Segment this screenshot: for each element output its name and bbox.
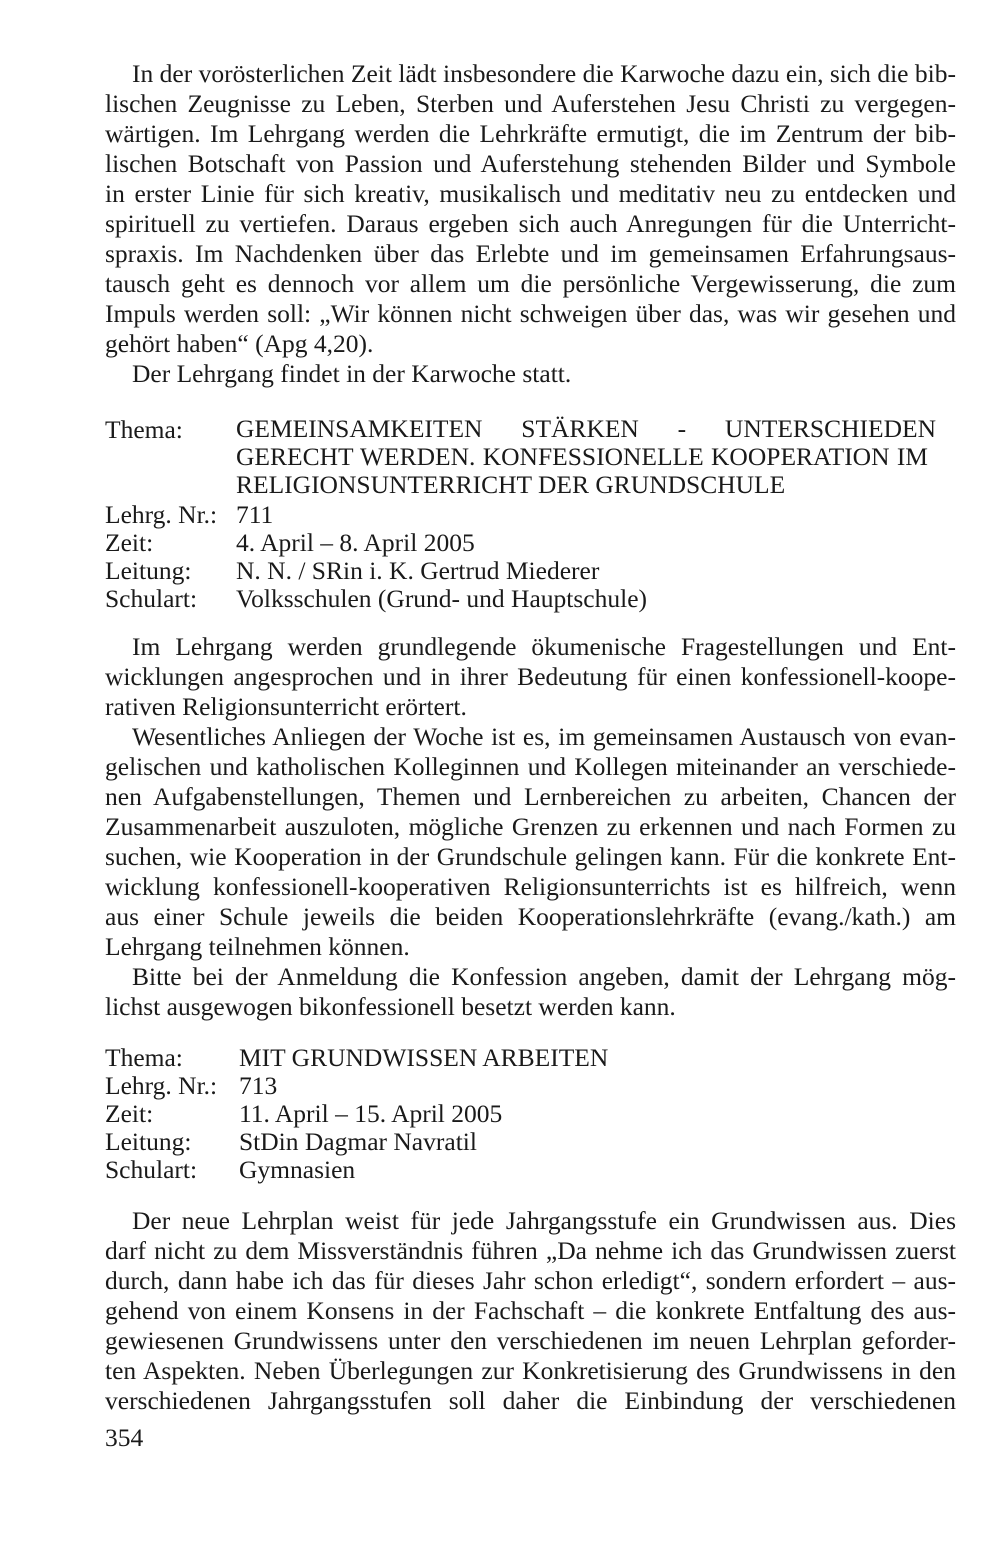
body-line: Zusammenarbeit auszuloten, mögliche Grenzen zu erkennen und nach Formen zu xyxy=(105,812,956,841)
body-line: suchen, wie Kooperation in der Grundschule gelingen kann. Für die konkrete Ent- xyxy=(105,842,956,871)
schulart-value: Gymnasien xyxy=(239,1155,356,1184)
body-line: gewiesenen Grundwissens unter den verschiedenen im neuen Lehrplan geforder- xyxy=(105,1326,956,1355)
intro-closing: Der Lehrgang findet in der Karwoche statt. xyxy=(132,359,572,388)
body-line: Lehrgang teilnehmen können. xyxy=(105,932,410,961)
intro-line: wärtigen. Im Lehrgang werden die Lehrkräfte ermutigt, die im Zentrum der bib- xyxy=(105,119,956,148)
intro-line: spirituell zu vertiefen. Daraus ergeben sich auch Anregungen für die Unterricht- xyxy=(105,209,956,238)
intro-line: spraxis. Im Nachdenken über das Erlebte und im gemeinsamen Erfahrungsaus- xyxy=(105,239,956,268)
intro-line: gehört haben“ (Apg 4,20). xyxy=(105,329,374,358)
body-line: rativen Religionsunterricht erörtert. xyxy=(105,692,467,721)
schulart-label: Schulart: xyxy=(105,1155,198,1184)
course-title-line: GEMEINSAMKEITEN STÄRKEN - UNTERSCHIEDEN xyxy=(236,414,936,443)
body-line: aus einer Schule jeweils die beiden Kooperationslehrkräfte (evang./kath.) am xyxy=(105,902,956,931)
course-title-line: RELIGIONSUNTERRICHT DER GRUNDSCHULE xyxy=(236,470,786,499)
thema-label: Thema: xyxy=(105,1043,183,1072)
body-line: Wesentliches Anliegen der Woche ist es, im gemeinsamen Austausch von evan- xyxy=(132,722,956,751)
body-line: wicklungen angesprochen und in ihrer Bedeutung für einen konfessionell-koope- xyxy=(105,662,956,691)
page-number: 354 xyxy=(105,1423,144,1452)
lehrgang-nr-label: Lehrg. Nr.: xyxy=(105,500,218,529)
intro-line: Impuls werden soll: „Wir können nicht schweigen über das, was wir gesehen und xyxy=(105,299,956,328)
zeit-value: 4. April – 8. April 2005 xyxy=(236,528,475,557)
thema-label: Thema: xyxy=(105,415,183,444)
leitung-label: Leitung: xyxy=(105,556,192,585)
body-line: durch, dann habe ich das für dieses Jahr schon erledigt“, sondern erfordert – aus- xyxy=(105,1266,956,1295)
body-line: gelischen und katholischen Kolleginnen und Kollegen miteinander an verschiede- xyxy=(105,752,956,781)
body-line: lichst ausgewogen bikonfessionell besetzt werden kann. xyxy=(105,992,676,1021)
zeit-label: Zeit: xyxy=(105,528,154,557)
intro-line: In der vorösterlichen Zeit lädt insbesondere die Karwoche dazu ein, sich die bib- xyxy=(132,59,956,88)
leitung-value: N. N. / SRin i. K. Gertrud Miederer xyxy=(236,556,600,585)
body-line: verschiedenen Jahrgangsstufen soll daher die Einbindung der verschiedenen xyxy=(105,1386,956,1415)
body-line: nen Aufgabenstellungen, Themen und Lernbereichen zu arbeiten, Chancen der xyxy=(105,782,956,811)
zeit-label: Zeit: xyxy=(105,1099,154,1128)
body-line: Bitte bei der Anmeldung die Konfession angeben, damit der Lehrgang mög- xyxy=(132,962,956,991)
lehrgang-nr-value: 713 xyxy=(239,1071,278,1100)
intro-line: lischen Botschaft von Passion und Auferstehung stehenden Bilder und Symbole xyxy=(105,149,956,178)
body-line: Der neue Lehrplan weist für jede Jahrgangsstufe ein Grundwissen aus. Dies xyxy=(132,1206,956,1235)
body-line: darf nicht zu dem Missverständnis führen „Da nehme ich das Grundwissen zuerst xyxy=(105,1236,956,1265)
body-line: wicklung konfessionell-kooperativen Religionsunterrichts ist es hilfreich, wenn xyxy=(105,872,956,901)
schulart-value: Volksschulen (Grund- und Hauptschule) xyxy=(236,584,648,613)
lehrgang-nr-label: Lehrg. Nr.: xyxy=(105,1071,218,1100)
course-title: MIT GRUNDWISSEN ARBEITEN xyxy=(239,1043,609,1072)
body-line: Im Lehrgang werden grundlegende ökumenische Fragestellungen und Ent- xyxy=(132,632,956,661)
leitung-value: StDin Dagmar Navratil xyxy=(239,1127,477,1156)
course-title-line: GERECHT WERDEN. KONFESSIONELLE KOOPERATION IM xyxy=(236,442,928,471)
intro-line: in erster Linie für sich kreativ, musikalisch und meditativ neu zu entdecken und xyxy=(105,179,956,208)
intro-line: lischen Zeugnisse zu Leben, Sterben und Auferstehen Jesu Christi zu vergegen- xyxy=(105,89,956,118)
body-line: gehend von einem Konsens in der Fachschaft – die konkrete Entfaltung des aus- xyxy=(105,1296,956,1325)
lehrgang-nr-value: 711 xyxy=(236,500,274,529)
intro-line: tausch geht es dennoch vor allem um die persönliche Vergewisserung, die zum xyxy=(105,269,956,298)
leitung-label: Leitung: xyxy=(105,1127,192,1156)
zeit-value: 11. April – 15. April 2005 xyxy=(239,1099,503,1128)
body-line: ten Aspekten. Neben Überlegungen zur Konkretisierung des Grundwissens in den xyxy=(105,1356,956,1385)
schulart-label: Schulart: xyxy=(105,584,198,613)
